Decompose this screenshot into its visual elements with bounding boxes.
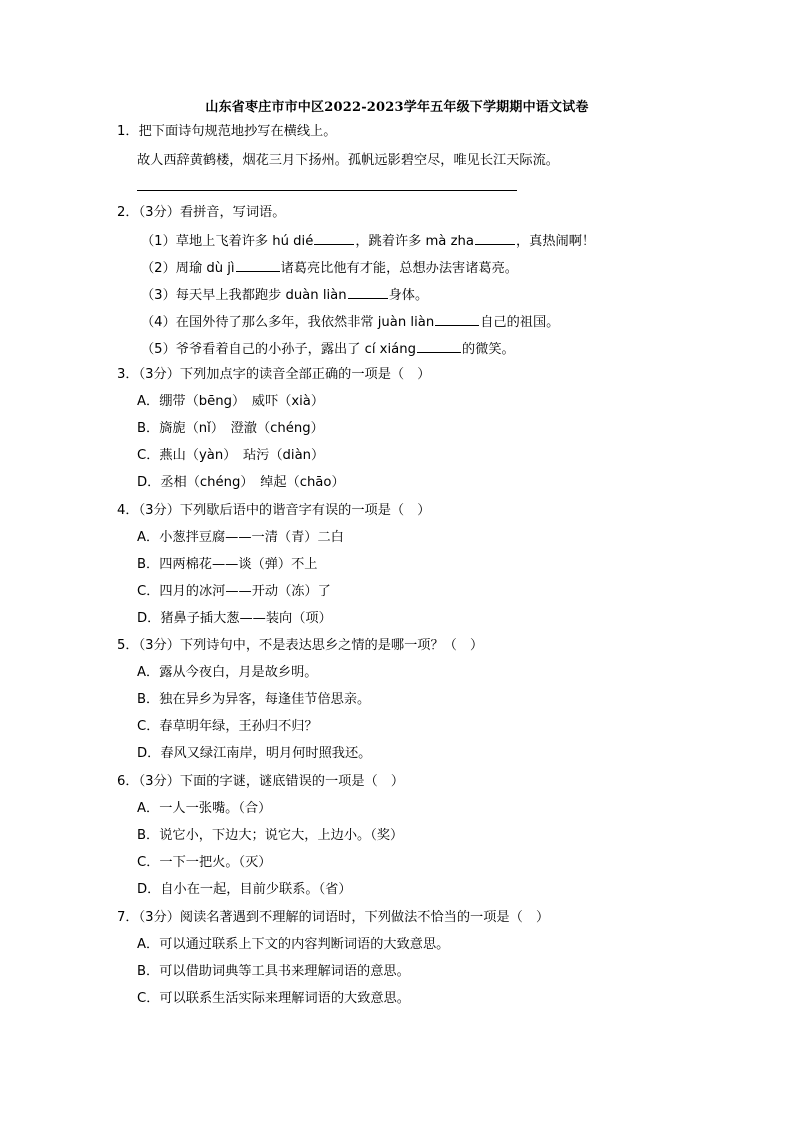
q2-item-3 [141,285,428,305]
q2-item-4-text-b: 自己的祖国。 [480,315,560,330]
q6-stem: 6．（3分）下面的字谜，谜底错误的一项是（ ） [117,774,405,789]
q3-option-c: C．燕山（yàn） 玷污（diàn） [137,448,325,463]
q5-option-c: C．春草明年绿，王孙归不归？ [137,719,318,734]
q2-item-1-text-c: ，真热闹啊！ [515,234,596,249]
q2-item-3-blank [348,285,388,299]
q2-item-1-blank-2 [475,231,515,245]
q6-option-c: C．一下一把火。（灭） [137,855,272,870]
q2-item-1-text-a: （1）草地上飞着许多 hú dié [141,234,314,249]
q2-item-5-text-b: 的微笑。 [461,342,515,357]
q5-option-a: A．露从今夜白，月是故乡明。 [137,665,318,680]
q2-item-1 [141,231,595,251]
q7-stem: 7．（3分）阅读名著遇到不理解的词语时，下列做法不恰当的一项是（ ） [117,910,550,925]
q2-item-3-text-a: （3）每天早上我都跑步 duàn liàn [141,288,347,303]
q4-option-c: C．四月的冰河——开动（冻）了 [137,584,331,599]
page-title: 山东省枣庄市市中区2022-2023学年五年级下学期期中语文试卷 [205,100,589,115]
q4-stem: 4．（3分）下列歇后语中的谐音字有误的一项是（ ） [117,503,431,518]
q1-answer-line [137,190,517,191]
q2-item-3-text-b: 身体。 [388,288,429,303]
q4-option-b: B．四两棉花——谈（弹）不上 [137,557,318,572]
q5-option-b: B．独在异乡为异客，每逢佳节倍思亲。 [137,692,371,707]
q6-option-d: D．自小在一起，目前少联系。（省） [137,882,352,897]
q3-option-b: B．旖旎（nǐ） 澄澈（chéng） [137,421,324,436]
q2-item-2-text-a: （2）周瑜 dù jì [141,261,235,276]
q2-item-1-blank-1 [314,231,354,245]
q5-option-d: D．春风又绿江南岸，明月何时照我还。 [137,746,372,761]
q6-option-b: B．说它小，下边大；说它大，上边小。（奖） [137,828,404,843]
q2-stem: 2．（3分）看拼音，写词语。 [117,205,286,220]
q3-stem: 3．（3分）下列加点字的读音全部正确的一项是（ ） [117,367,431,382]
q3-option-a: A．绷带（bēng） 威吓（xià） [137,394,325,409]
q2-item-2 [141,258,518,278]
q2-item-5 [141,339,515,359]
q2-item-4 [141,312,559,332]
q2-item-2-blank [236,258,280,272]
q2-item-5-blank [417,339,461,353]
q2-item-4-text-a: （4）在国外待了那么多年，我依然非常 juàn liàn [141,315,435,330]
q1-stem: 1．把下面诗句规范地抄写在横线上。 [117,124,337,139]
q5-stem: 5．（3分）下列诗句中，不是表达思乡之情的是哪一项？（ ） [117,638,484,653]
q1-poem: 故人西辞黄鹤楼，烟花三月下扬州。孤帆远影碧空尽，唯见长江天际流。 [137,153,559,168]
q3-option-d: D．丞相（chéng） 绰起（chāo） [137,475,345,490]
q2-item-2-text-b: 诸葛亮比他有才能，总想办法害诸葛亮。 [280,261,518,276]
q7-option-a: A．可以通过联系上下文的内容判断词语的大致意思。 [137,937,450,952]
q4-option-d: D．猪鼻子插大葱——装向（项） [137,611,332,626]
q2-item-5-text-a: （5）爷爷看着自己的小孙子，露出了 cí xiáng [141,342,416,357]
q2-item-1-text-b: ，跳着许多 mà zha [355,234,474,249]
q6-option-a: A．一人一张嘴。（合） [137,801,272,816]
q2-item-4-blank [435,312,479,326]
q4-option-a: A．小葱拌豆腐——一清（青）二白 [137,530,344,545]
q7-option-b: B．可以借助词典等工具书来理解词语的意思。 [137,964,410,979]
q7-option-c: C．可以联系生活实际来理解词语的大致意思。 [137,991,410,1006]
